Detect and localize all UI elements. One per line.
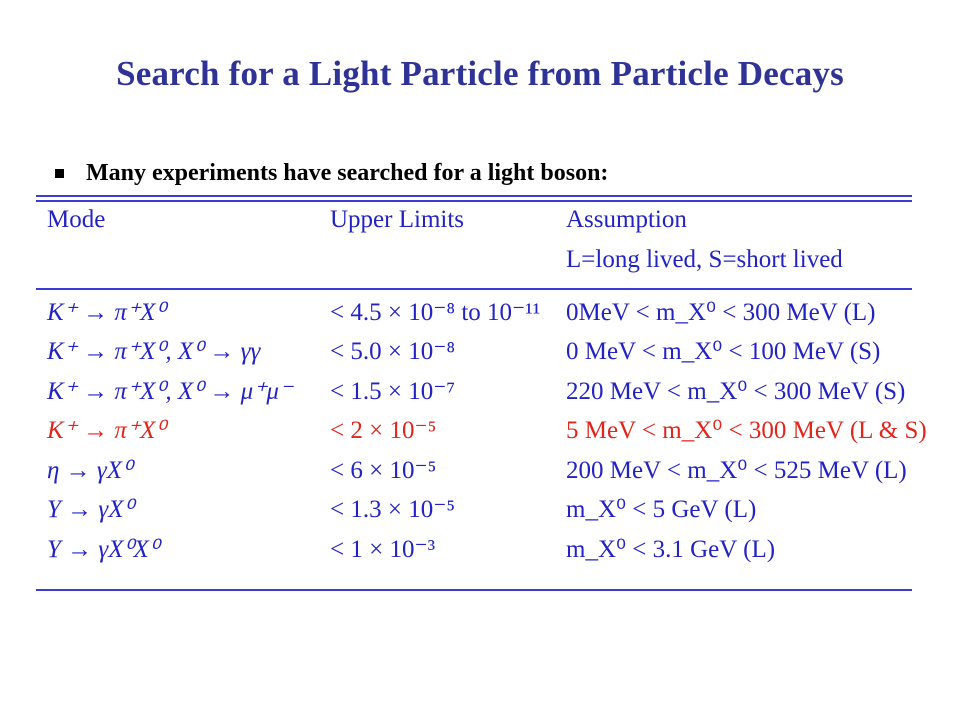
table-row (36, 450, 912, 490)
slide-title: Search for a Light Particle from Particle Decays (116, 54, 844, 93)
header-mode: Mode (47, 206, 106, 233)
table-row (36, 490, 912, 530)
table-header (36, 206, 912, 282)
bullet-item (55, 160, 608, 187)
cell-limit: < 1.3 × 10⁻⁵ (330, 496, 456, 524)
cell-mode: K⁺ → π⁺X⁰, X⁰ → γγ (47, 338, 261, 366)
cell-limit: < 1 × 10⁻³ (330, 535, 436, 563)
table-row-highlighted (36, 411, 927, 451)
cell-assumption: 220 MeV < m_X⁰ < 300 MeV (S) (566, 377, 906, 405)
cell-limit: < 5.0 × 10⁻⁸ (330, 338, 456, 366)
cell-assumption: 0MeV < m_X⁰ < 300 MeV (L) (566, 298, 876, 326)
cell-mode: η → γX⁰ (47, 456, 133, 484)
bullet-square-icon (55, 169, 64, 178)
cell-assumption: m_X⁰ < 5 GeV (L) (566, 496, 757, 524)
header-assumption-note: L=long lived, S=short lived (566, 246, 843, 273)
cell-mode: K⁺ → π⁺X⁰ (47, 298, 166, 326)
cell-limit: < 1.5 × 10⁻⁷ (330, 377, 456, 405)
table-row (36, 292, 912, 332)
table-top-rule (36, 195, 912, 197)
cell-mode: K⁺ → π⁺X⁰, X⁰ → μ⁺μ⁻ (47, 377, 293, 405)
table-row (36, 371, 912, 411)
cell-assumption: m_X⁰ < 3.1 GeV (L) (566, 535, 776, 563)
cell-limit: < 6 × 10⁻⁵ (330, 456, 437, 484)
cell-mode: Υ → γX⁰X⁰ (47, 535, 159, 563)
cell-assumption: 0 MeV < m_X⁰ < 100 MeV (S) (566, 338, 881, 366)
table-body (36, 292, 927, 569)
table-row (36, 529, 912, 569)
cell-mode: Υ → γX⁰ (47, 496, 134, 524)
header-separator-rule (36, 288, 912, 290)
table-row (36, 332, 912, 372)
cell-mode: K⁺ → π⁺X⁰ (47, 417, 166, 445)
header-limits: Upper Limits (330, 206, 465, 233)
bullet-text: Many experiments have searched for a light boson: (86, 160, 609, 186)
cell-limit: < 4.5 × 10⁻⁸ to 10⁻¹¹ (330, 298, 541, 326)
table-bottom-rule (36, 589, 912, 591)
cell-assumption: 200 MeV < m_X⁰ < 525 MeV (L) (566, 456, 907, 484)
cell-assumption: 5 MeV < m_X⁰ < 300 MeV (L & S) (566, 417, 927, 445)
table-top-rule-inner (36, 200, 912, 202)
header-assumption: Assumption (566, 206, 687, 233)
cell-limit: < 2 × 10⁻⁵ (330, 417, 437, 445)
